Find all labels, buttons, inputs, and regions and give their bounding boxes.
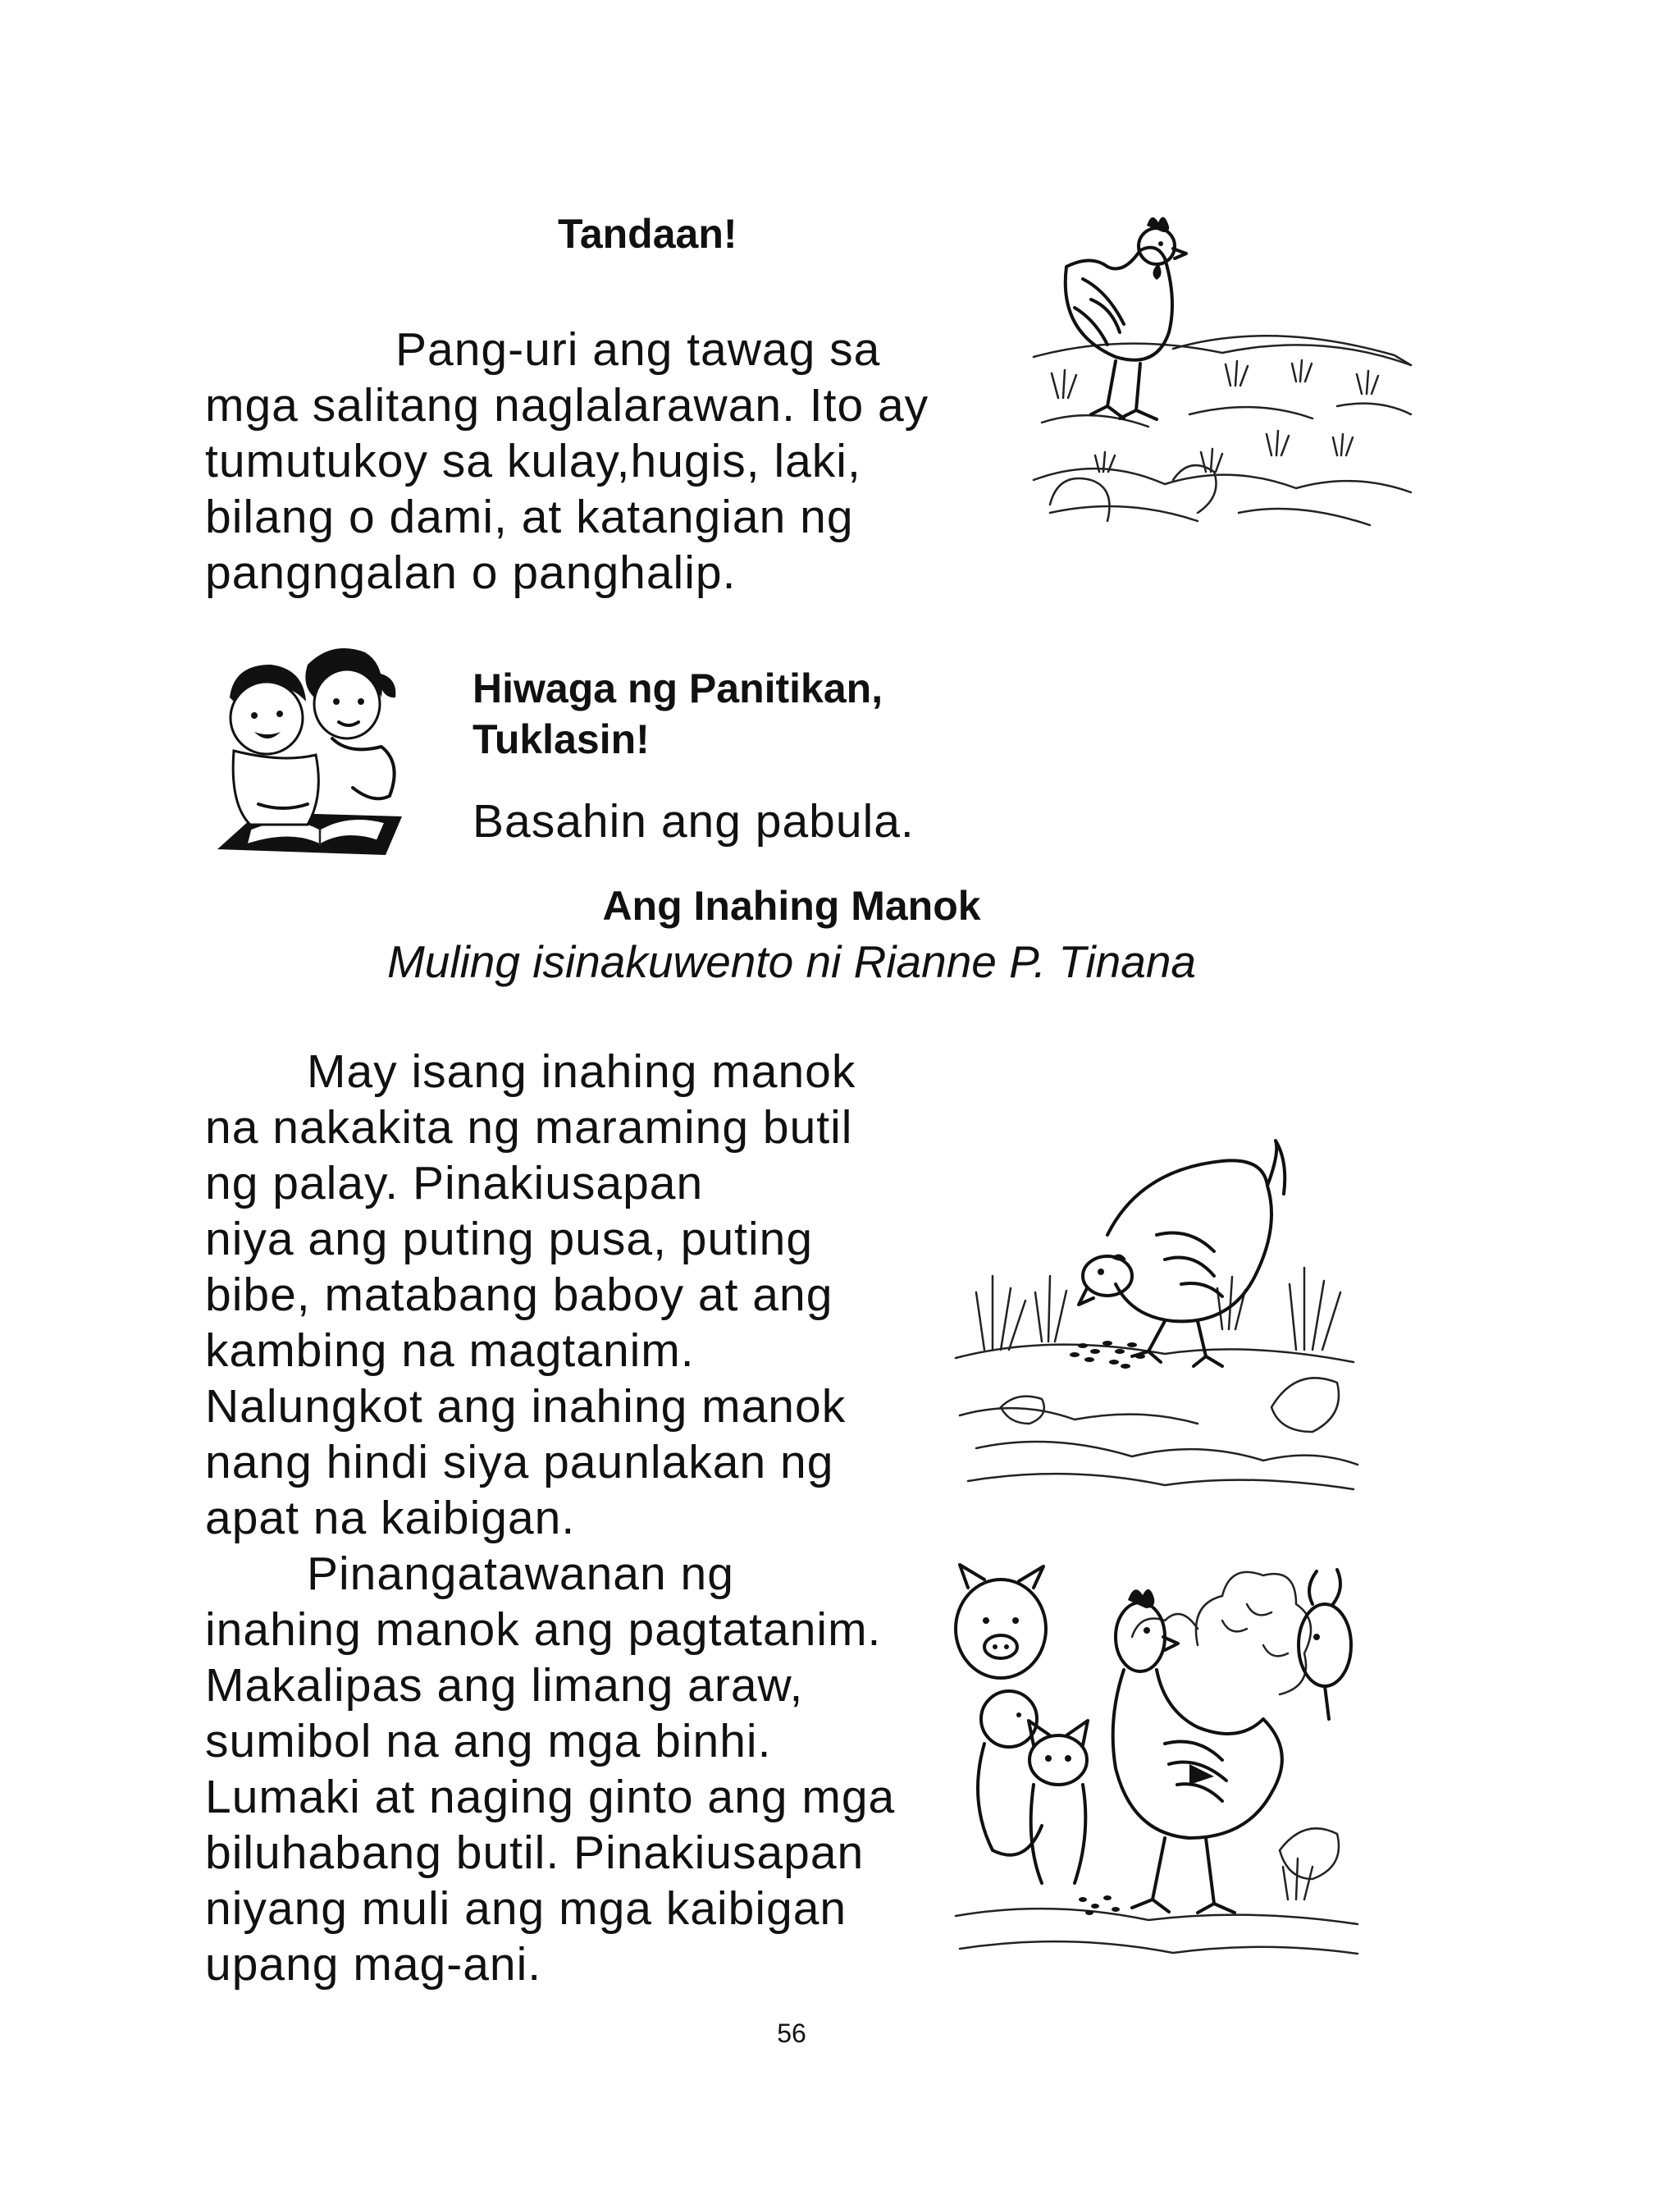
story-line: upang mag-ani. [205,1938,542,1991]
tandaan-line: pangngalan o panghalip. [205,546,737,599]
hen-with-animal-friends-illustration [952,1555,1362,1957]
hen-standing-illustration [1025,209,1419,537]
tandaan-line: Pang-uri ang tawag sa [395,323,881,376]
story-line: inahing manok ang pagtatanim. [205,1603,882,1656]
tandaan-line: mga salitang naglalarawan. Ito ay [205,379,929,432]
story-line: ng palay. Pinakiusapan [205,1157,704,1209]
story-line: Pinangatawanan ng [307,1548,734,1600]
story-line: na nakakita ng maraming butil [205,1101,853,1154]
hiwaga-instruction: Basahin ang pabula. [472,795,915,848]
hiwaga-heading-line1: Hiwaga ng Panitikan, [472,665,883,711]
hen-pecking-grain-illustration [952,1136,1362,1497]
page-number: 56 [777,2019,806,2048]
story-byline: Muling isinakuwento ni Rianne P. Tinana [386,936,1197,987]
story-title: Ang Inahing Manok [602,883,981,929]
story-line: kambing na magtanim. [205,1324,695,1377]
tandaan-paragraph [205,322,993,601]
story-line: niya ang puting pusa, puting [205,1213,814,1265]
tandaan-line: tumutukoy sa kulay,hugis, laki, [205,435,861,487]
story-line: Makalipas ang limang araw, [205,1659,804,1712]
children-reading-icon [209,640,422,862]
story-line: biluhabang butil. Pinakiusapan [205,1827,865,1879]
story-line: bibe, matabang baboy at ang [205,1269,833,1321]
story-paragraph-1 [205,1044,943,1546]
story-line: sumibol na ang mga binhi. [205,1715,772,1767]
tandaan-heading: Tandaan! [558,211,737,257]
story-paragraph-2 [205,1546,943,1992]
tandaan-line: bilang o dami, at katangian ng [205,491,854,543]
story-line: niyang muli ang mga kaibigan [205,1882,847,1935]
story-line: May isang inahing manok [307,1045,856,1098]
story-line: nang hindi siya paunlakan ng [205,1436,834,1488]
hiwaga-heading [472,663,883,765]
story-line: apat na kaibigan. [205,1492,576,1544]
story-line: Lumaki at naging ginto ang mga [205,1771,896,1823]
story-line: Nalungkot ang inahing manok [205,1380,847,1433]
hiwaga-heading-line2: Tuklasin! [472,716,650,762]
